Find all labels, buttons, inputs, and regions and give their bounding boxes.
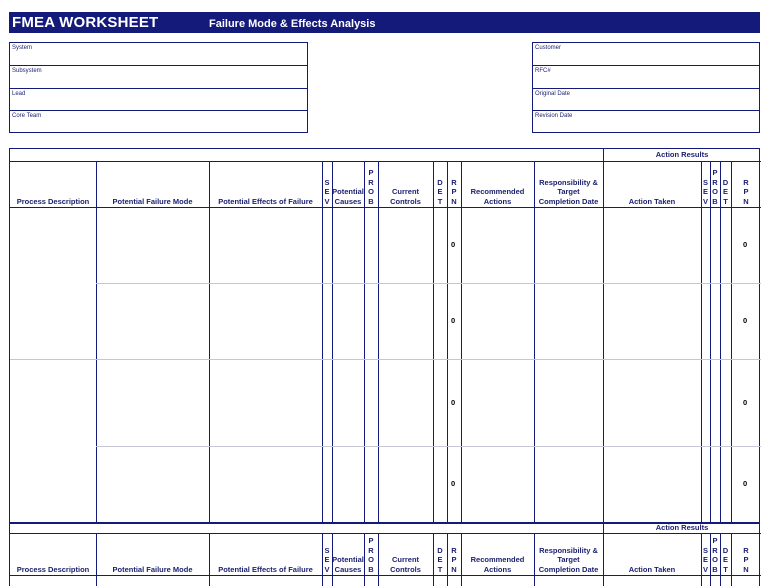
column-divider: [461, 533, 462, 586]
column-divider: [603, 523, 604, 533]
column-header-ar-det: D E T: [722, 545, 729, 574]
column-header-action-taken: [605, 533, 699, 574]
column-header-ar-rpn: R P N: [743, 177, 749, 206]
column-header-text: Action Taken: [628, 564, 676, 574]
column-divider: [364, 533, 365, 586]
column-header-text: Potential Causes: [332, 555, 364, 574]
column-header-current-controls: [380, 162, 431, 206]
column-header-potential-effects: [211, 162, 320, 206]
table-row[interactable]: [96, 446, 761, 522]
column-header-process-description: [12, 162, 94, 206]
column-header-potential-causes: [334, 162, 362, 206]
info-row-lead[interactable]: [10, 88, 307, 110]
column-header-text: Action Taken: [628, 196, 676, 206]
column-header-text: Potential Effects of Failure: [218, 196, 313, 206]
column-divider: [731, 533, 732, 586]
column-divider: [701, 533, 702, 586]
column-header-rpn: R P N: [451, 177, 457, 206]
info-label: Customer: [535, 45, 562, 51]
column-divider: [447, 533, 448, 586]
info-label: Lead: [12, 91, 26, 97]
column-header-text: Responsibility & Target Completion Date: [538, 177, 599, 206]
table-row[interactable]: [96, 207, 761, 283]
info-label: System: [12, 45, 33, 51]
action-results-label: Action Results: [655, 150, 709, 159]
column-divider: [322, 533, 323, 586]
column-header-action-taken: [605, 162, 699, 206]
info-label: Subsystem: [12, 68, 42, 74]
column-divider: [534, 533, 535, 586]
info-label: Core Team: [12, 113, 42, 119]
info-row-system[interactable]: [10, 43, 307, 65]
fmea-table-continued: [9, 522, 760, 586]
column-header-prob: P R O B: [368, 168, 374, 206]
rpn-value: 0: [451, 316, 456, 325]
info-row-subsystem[interactable]: [10, 65, 307, 88]
column-header-potential-causes: [334, 533, 362, 574]
column-header-ar-det: D E T: [722, 177, 729, 206]
info-row-core-team[interactable]: [10, 110, 307, 132]
page-subtitle: Failure Mode & Effects Analysis: [209, 18, 376, 30]
column-header-text: Process Description: [16, 196, 90, 206]
column-header-text: Potential Causes: [332, 187, 364, 206]
column-header-process-description: [12, 533, 94, 574]
info-row-rfc[interactable]: [533, 65, 759, 88]
column-header-text: Responsibility & Target Completion Date: [538, 545, 599, 574]
column-header-det: D E T: [437, 545, 443, 574]
column-header-sev: S E V: [324, 177, 330, 206]
column-header-sev: S E V: [324, 545, 330, 574]
info-row-revision-date[interactable]: [533, 110, 759, 132]
column-header-potential-failure-mode: [98, 533, 207, 574]
info-label: RFC#: [535, 68, 551, 74]
column-header-text: Potential Failure Mode: [112, 196, 193, 206]
info-label: Original Date: [535, 91, 571, 97]
column-header-responsibility: [536, 162, 601, 206]
column-header-prob: P R O B: [368, 536, 374, 574]
column-header-recommended-actions: [463, 533, 532, 574]
info-box-right: [532, 42, 760, 133]
column-header-text: Potential Effects of Failure: [218, 564, 313, 574]
column-header-ar-prob: P R O B: [712, 536, 718, 574]
column-header-ar-rpn: R P N: [743, 545, 749, 574]
column-header-potential-effects: [211, 533, 320, 574]
column-divider: [96, 533, 97, 586]
column-divider: [332, 533, 333, 586]
rpn-value: 0: [451, 240, 456, 249]
column-divider: [603, 533, 604, 586]
column-header-potential-failure-mode: [98, 162, 207, 206]
title-bar: [9, 12, 760, 33]
column-header-recommended-actions: [463, 162, 532, 206]
column-divider: [433, 533, 434, 586]
fmea-table: [9, 148, 760, 524]
column-divider: [710, 533, 711, 586]
column-header-text: Recommended Actions: [470, 187, 525, 206]
info-label: Revision Date: [535, 113, 573, 119]
action-results-label: Action Results: [655, 523, 709, 532]
column-divider: [603, 149, 604, 161]
rpn-value: 0: [451, 479, 456, 488]
column-header-rpn: R P N: [451, 545, 457, 574]
info-box-left: [9, 42, 308, 133]
column-divider: [209, 533, 210, 586]
column-header-responsibility: [536, 533, 601, 574]
info-row-customer[interactable]: [533, 43, 759, 65]
action-rpn-value: 0: [743, 479, 748, 488]
column-divider: [378, 533, 379, 586]
column-header-ar-sev: S E V: [702, 545, 708, 574]
column-header-ar-sev: S E V: [702, 177, 708, 206]
column-header-current-controls: [380, 533, 431, 574]
action-rpn-value: 0: [743, 240, 748, 249]
rpn-value: 0: [451, 397, 456, 407]
info-row-original-date[interactable]: [533, 88, 759, 110]
column-header-text: Current Controls: [390, 555, 421, 574]
column-header-det: D E T: [437, 177, 443, 206]
page-title: FMEA WORKSHEET: [12, 14, 159, 31]
column-header-text: Recommended Actions: [470, 555, 525, 574]
action-rpn-value: 0: [743, 316, 748, 325]
column-header-ar-prob: P R O B: [712, 168, 718, 206]
column-header-text: Process Description: [16, 564, 90, 574]
action-rpn-value: 0: [743, 397, 748, 407]
header-bottom-line: [10, 575, 761, 576]
column-divider: [720, 533, 721, 586]
column-header-text: Potential Failure Mode: [112, 564, 193, 574]
column-header-text: Current Controls: [390, 187, 421, 206]
table-row[interactable]: [96, 359, 761, 446]
table-row[interactable]: [96, 283, 761, 359]
